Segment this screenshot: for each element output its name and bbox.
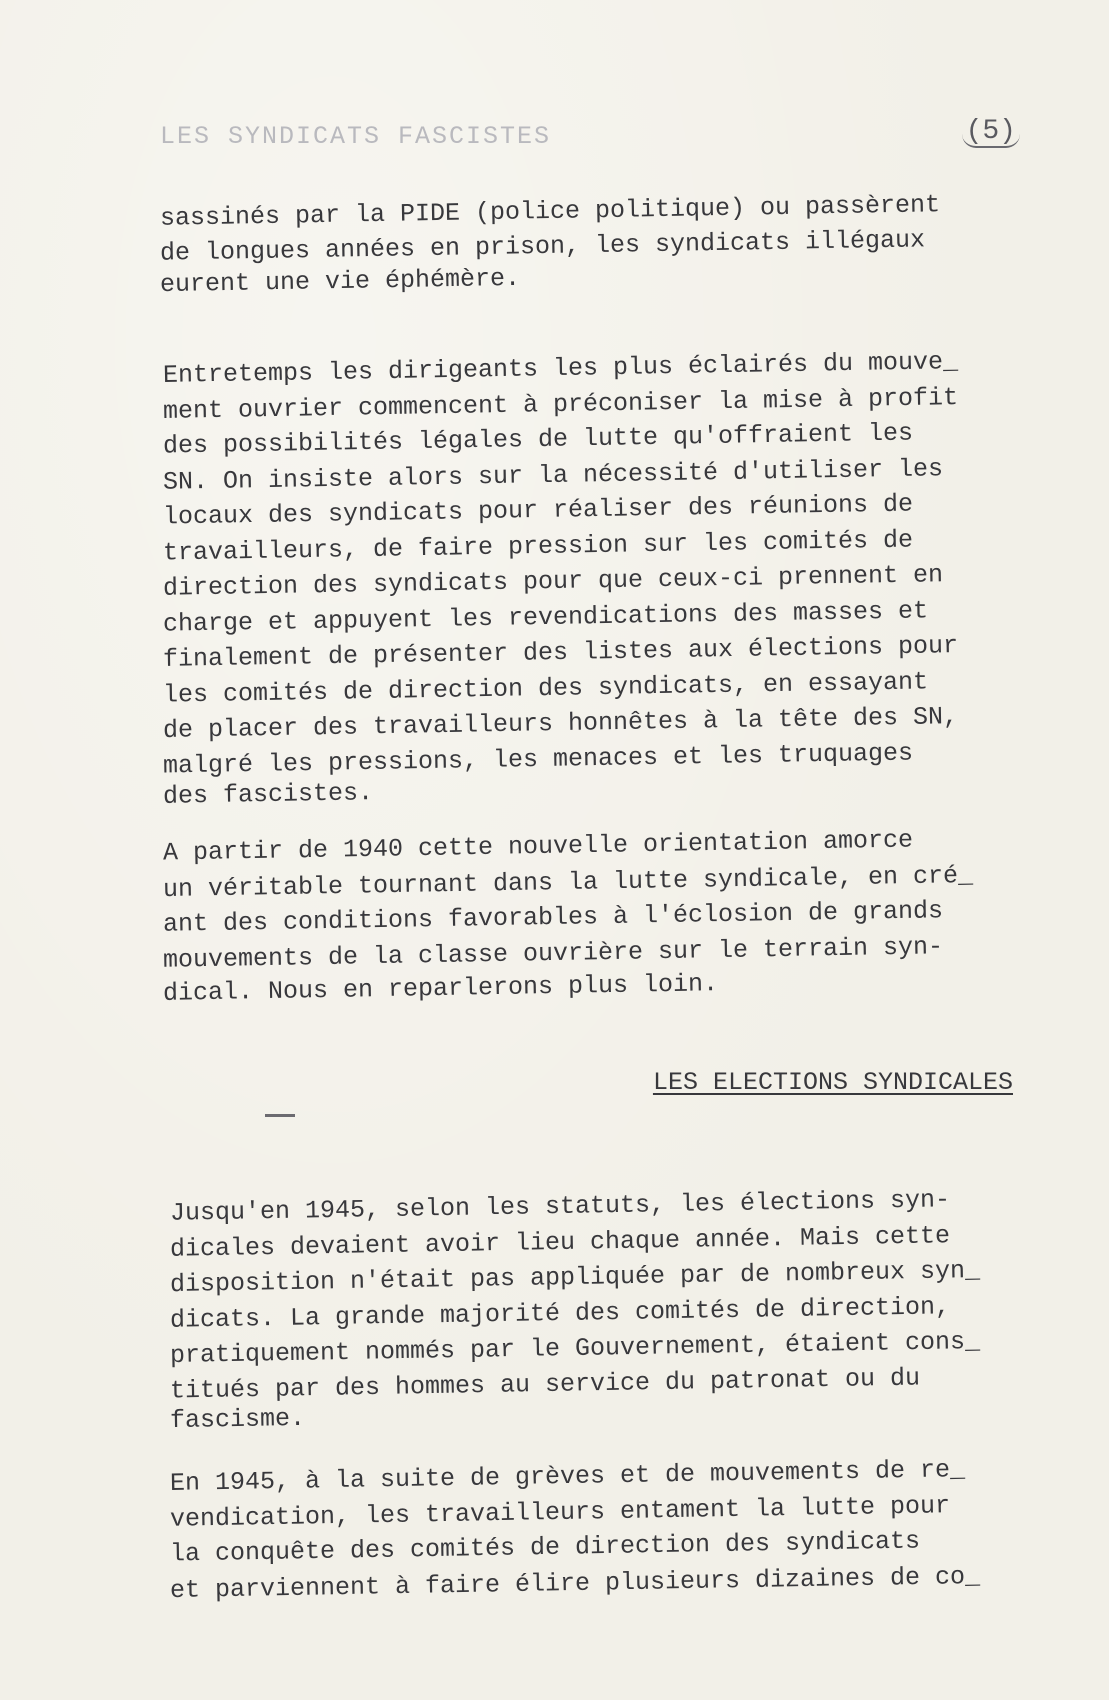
text-line: malgré les pressions, les menaces et les truquages xyxy=(162,738,914,781)
text-line: et parviennent à faire élire plusieurs dizaines de co_ xyxy=(169,1561,981,1606)
text-line: des possibilités légales de lutte qu'offraient les xyxy=(162,418,914,461)
text-line: mouvements de la classe ouvrière sur le terrain syn- xyxy=(162,932,944,975)
text-line: Jusqu'en 1945, selon les statuts, les élections syn- xyxy=(169,1185,951,1228)
text-line: SN. On insiste alors sur la nécessité d'utiliser les xyxy=(162,454,944,497)
text-line: disposition n'était pas appliquée par de nombreux syn_ xyxy=(169,1255,981,1300)
text-line: ant des conditions favorables à l'éclosion de grands xyxy=(162,896,944,939)
text-line: En 1945, à la suite de grèves et de mouvements de re_ xyxy=(169,1455,966,1498)
text-line: la conquête des comités de direction des syndicats xyxy=(169,1526,921,1569)
text-line: fascisme. xyxy=(169,1403,306,1436)
text-line: A partir de 1940 cette nouvelle orientation amorce xyxy=(162,825,914,868)
text-line: locaux des syndicats pour réaliser des réunions de xyxy=(162,489,914,532)
text-line: dical. Nous en reparlerons plus loin. xyxy=(162,969,719,1008)
text-line: travailleurs, de faire pression sur les comités de xyxy=(162,525,914,568)
text-line: vendication, les travailleurs entament la lutte pour xyxy=(169,1491,951,1534)
text-line: finalement de présenter des listes aux élections pour xyxy=(162,631,959,674)
text-line: un véritable tournant dans la lutte syndicale, en cré_ xyxy=(162,860,974,905)
text-line: direction des syndicats pour que ceux-ci prennent en xyxy=(162,560,944,603)
text-line: dicales devaient avoir lieu chaque année. Mais cette xyxy=(169,1221,951,1264)
section-heading: LES ELECTIONS SYNDICALES xyxy=(652,1068,1013,1097)
text-line: sassinés par la PIDE (police politique) ou passèrent xyxy=(159,190,941,233)
text-line: de longues années en prison, les syndicats illégaux xyxy=(159,225,926,268)
text-line: ment ouvrier commencent à préconiser la mise à profit xyxy=(162,383,959,426)
ink-mark xyxy=(265,1114,295,1117)
text-line: dicats. La grande majorité des comités de direction, xyxy=(169,1292,951,1335)
text-line: charge et appuyent les revendications des masses et xyxy=(162,596,929,639)
page-header xyxy=(160,118,1020,158)
text-line: les comités de direction des syndicats, en essayant xyxy=(162,667,929,710)
text-line: eurent une vie éphémère. xyxy=(159,263,521,300)
text-line: de placer des travailleurs honnêtes à la tête des SN, xyxy=(162,702,959,745)
text-line: Entretemps les dirigeants les plus éclairés du mouve_ xyxy=(162,347,959,390)
running-title: LES SYNDICATS FASCISTES xyxy=(160,122,552,151)
text-line: pratiquement nommés par le Gouvernement, étaient cons_ xyxy=(169,1326,981,1371)
text-line: des fascistes. xyxy=(162,778,374,811)
page-number: (5) xyxy=(962,118,1020,148)
text-line: titués par des hommes au service du patronat ou du xyxy=(169,1363,921,1406)
